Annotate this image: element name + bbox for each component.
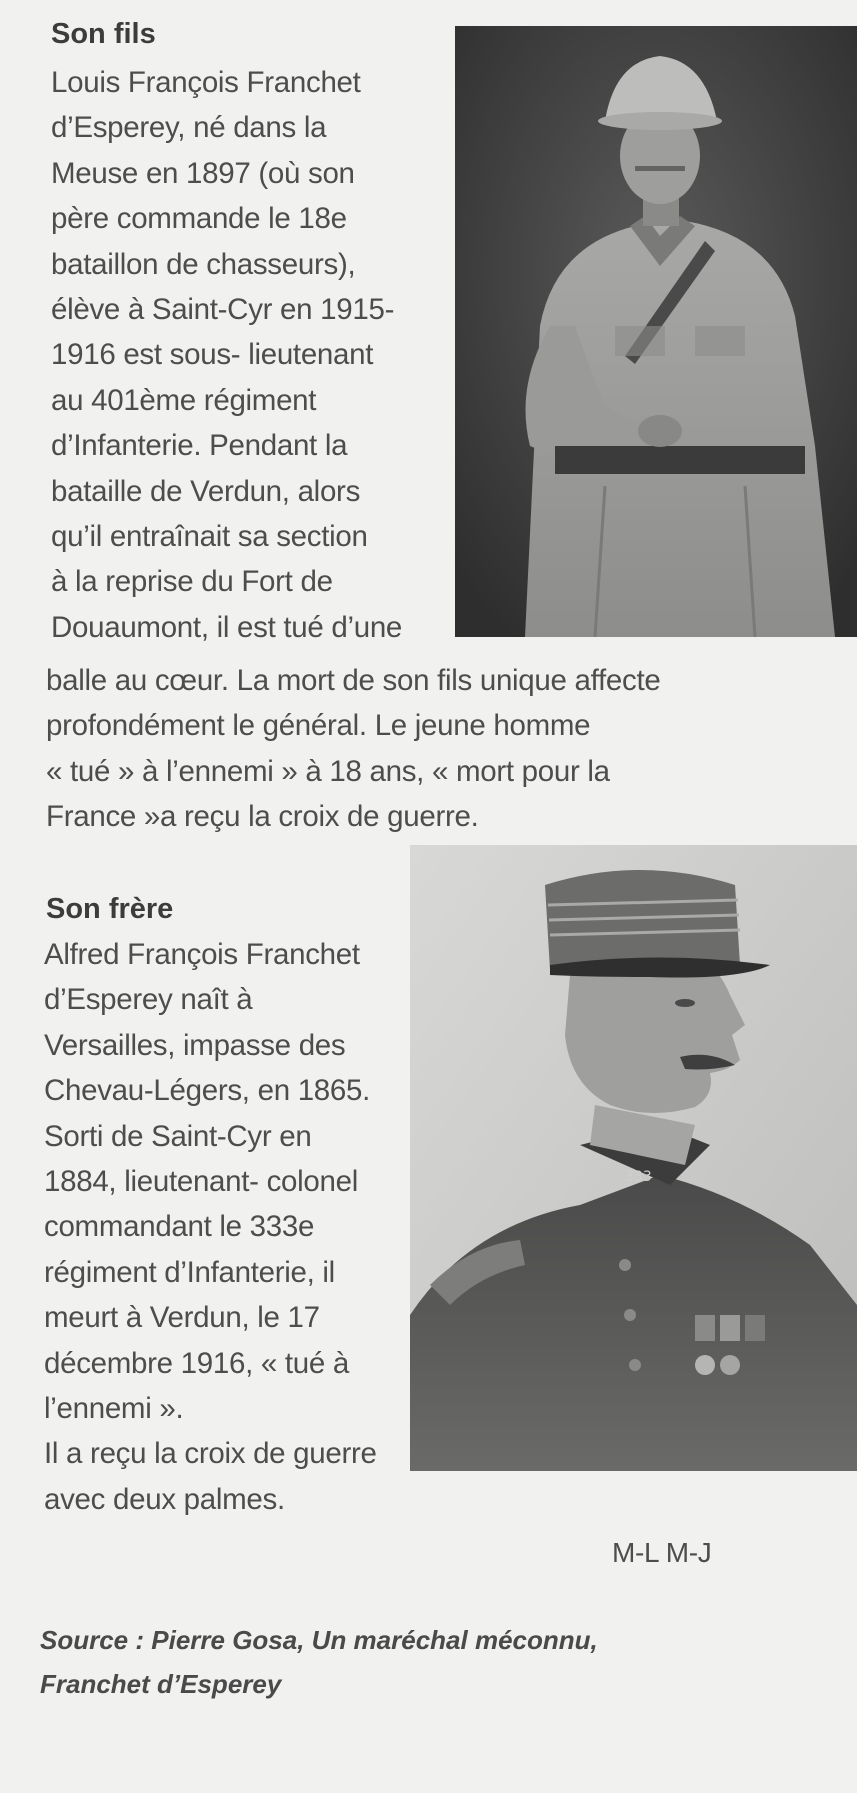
son-portrait-photo (455, 26, 857, 637)
text-line: 1884, lieutenant- colonel (44, 1165, 358, 1199)
text-line: Alfred François Franchet (44, 938, 360, 971)
text-line: Meuse en 1897 (où son (51, 156, 355, 190)
text-line: Il a reçu la croix de guerre (44, 1437, 377, 1471)
text-line: d’Infanterie. Pendant la (51, 429, 348, 463)
text-line: commandant le 333e (44, 1210, 315, 1244)
text-line: d’Esperey, né dans la (51, 111, 327, 145)
author-signature: M-L M-J (612, 1537, 712, 1568)
text-line: qu’il entraînait sa section (51, 520, 368, 554)
text-line: décembre 1916, « tué à (44, 1346, 350, 1380)
text-line: Versailles, impasse des (44, 1028, 346, 1062)
text-line: bataillon de chasseurs), (51, 247, 356, 281)
text-line: France »a reçu la croix de guerre. (46, 800, 479, 834)
text-line: balle au cœur. La mort de son fils unique affecte (46, 664, 661, 697)
text-line: Sorti de Saint-Cyr en (44, 1119, 312, 1153)
svg-text:333: 333 (625, 1169, 652, 1185)
text-line: élève à Saint-Cyr en 1915- (51, 293, 395, 327)
son-heading: Son fils (51, 18, 156, 50)
text-line: 1916 est sous- lieutenant (51, 338, 374, 372)
text-line: Louis François Franchet (51, 66, 361, 99)
text-line: régiment d’Infanterie, il (44, 1255, 335, 1289)
text-line: Douaumont, il est tué d’une (51, 610, 403, 644)
text-line: père commande le 18e (51, 202, 347, 236)
brother-heading: Son frère (46, 893, 174, 925)
son-text-beside-photo (51, 60, 402, 650)
text-line: « tué » à l’ennemi » à 18 ans, « mort pour la (46, 754, 610, 788)
source-citation (40, 1618, 598, 1706)
text-line: à la reprise du Fort de (51, 565, 333, 599)
text-line: avec deux palmes. (44, 1482, 285, 1516)
text-line: meurt à Verdun, le 17 (44, 1301, 320, 1335)
text-line: au 401ème régiment (51, 383, 317, 417)
source-line: Franchet d’Esperey (40, 1669, 282, 1699)
source-line: Source : Pierre Gosa, Un maréchal méconnu, (40, 1625, 598, 1655)
text-line: l’ennemi ». (44, 1392, 184, 1426)
text-line: Chevau-Légers, en 1865. (44, 1074, 371, 1108)
text-line: d’Esperey naît à (44, 983, 253, 1017)
text-line: profondément le général. Le jeune homme (46, 709, 591, 743)
son-text-full-width (46, 658, 660, 840)
text-line: bataille de Verdun, alors (51, 474, 361, 508)
brother-text (44, 932, 377, 1522)
brother-portrait-photo (410, 845, 857, 1471)
